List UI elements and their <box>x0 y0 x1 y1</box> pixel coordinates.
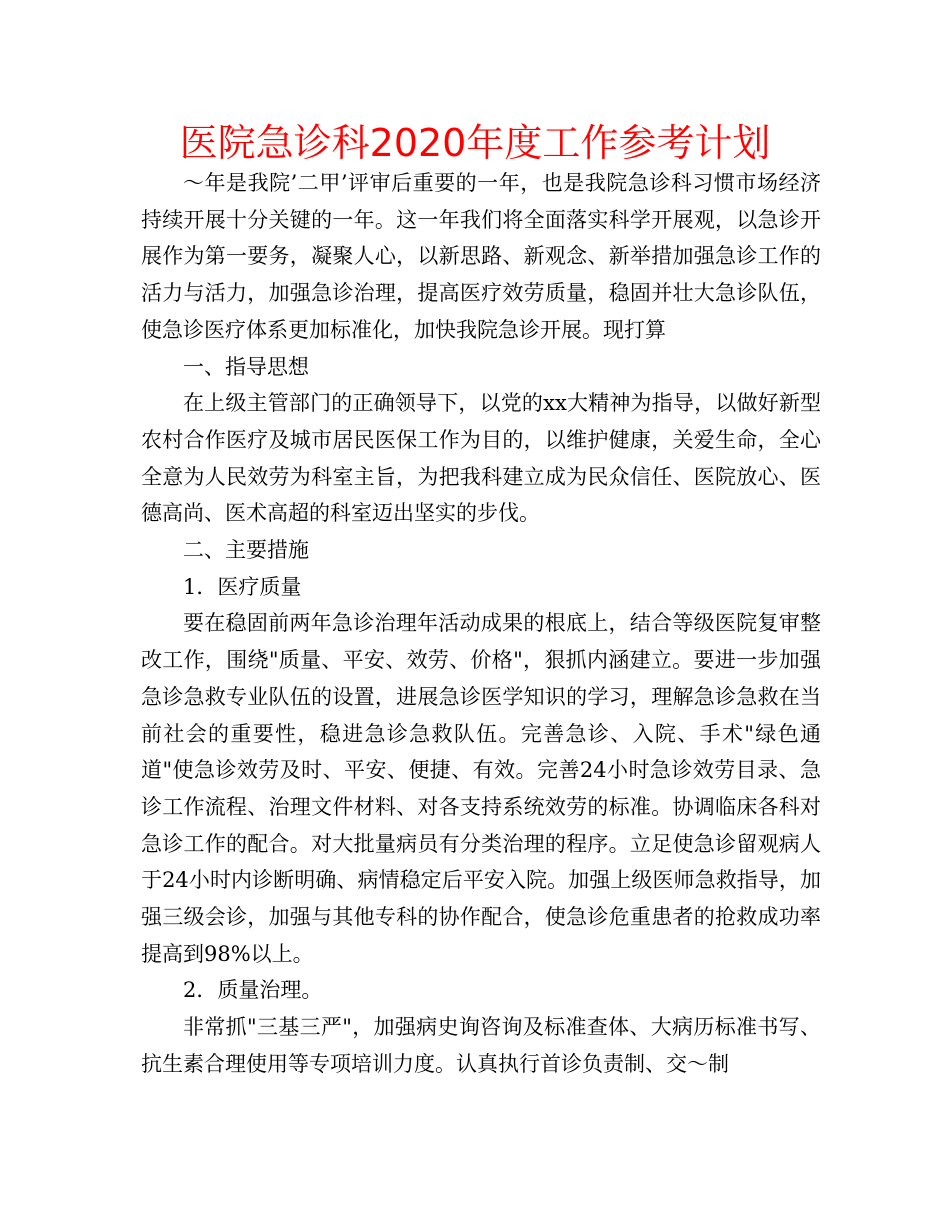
paragraph-quality-management: 非常抓"三基三严"，加强病史询咨询及标准查体、大病历标准书写、抗生素合理使用等专项培训力度。认真执行首诊负责制、交～制 <box>141 1015 821 1076</box>
paragraph-intro: ～年是我院’二甲’评审后重要的一年，也是我院急诊科习惯市场经济持续开展十分关键的一年。这一年我们将全面落实科学开展观，以急诊开展作为第一要务，凝聚人心，以新思路、新观念、新举措加强急诊工作的活力与活力，加强急诊治理，提高医疗效劳质量，稳固并壮大急诊队伍，使急诊医疗体系更加标准化，加快我院急诊开展。现打算 <box>141 171 821 342</box>
heading-guiding-ideology: 一、指导思想 <box>183 354 309 379</box>
document-title: 医院急诊科2020年度工作参考计划 <box>179 121 771 165</box>
paragraph-medical-quality: 要在稳固前两年急诊治理年活动成果的根底上，结合等级医院复审整改工作，围绕"质量、平安、效劳、价格"，狠抓内涵建立。要进一步加强急诊急救专业队伍的设置，进展急诊医学知识的学习，理解急诊急救在当前社会的重要性，稳进急诊急救队伍。完善急诊、入院、手术"绿色通道"使急诊效劳及时、平安、便捷、有效。完善24小时急诊效劳目录、急诊工作流程、治理文件材料、对各支持系统效劳的标准。协调临床各科对急诊工作的配合。对大批量病员有分类治理的程序。立足使急诊留观病人于24小时内诊断明确、病情稳定后平安入院。加强上级医师急救指导，加强三级会诊，加强与其他专科的协作配合，使急诊危重患者的抢救成功率提高到98%以上。 <box>141 611 821 966</box>
paragraph-guiding-ideology: 在上级主管部门的正确领导下，以党的xx大精神为指导，以做好新型农村合作医疗及城市居民医保工作为目的，以维护健康，关爱生命，全心全意为人民效劳为科室主旨，为把我科建立成为民众信任、医院放心、医德高尚、医术高超的科室迈出坚实的步伐。 <box>141 391 821 526</box>
document-body <box>141 165 821 1083</box>
heading-medical-quality: 1．医疗质量 <box>183 574 302 599</box>
heading-main-measures: 二、主要措施 <box>183 538 309 563</box>
heading-quality-management: 2．质量治理。 <box>183 978 323 1003</box>
